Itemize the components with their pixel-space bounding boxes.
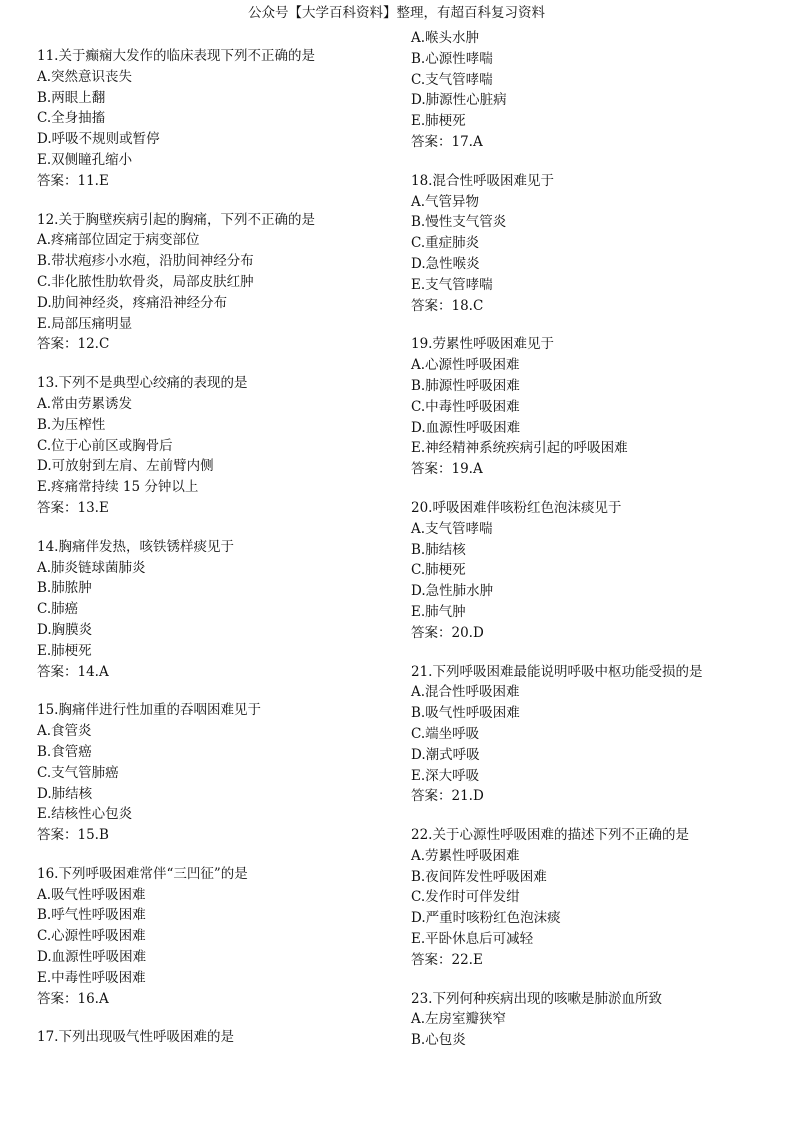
answer-option: D.肺源性心脏病 (411, 92, 507, 109)
answer-option: D.急性喉炎 (411, 255, 480, 272)
answer-option: E.局部压痛明显 (37, 315, 133, 332)
question-block (411, 28, 771, 153)
answer-option: E.深大呼吸 (411, 767, 480, 784)
answer-option: C.重症肺炎 (411, 235, 480, 252)
answer-option: B.吸气性呼吸困难 (411, 705, 520, 722)
answer-option: B.心包炎 (411, 1032, 466, 1049)
question-block (411, 825, 771, 971)
question-block (37, 700, 397, 846)
answer-key: 答案：21.D (411, 788, 484, 805)
answer-option: A.吸气性呼吸困难 (37, 886, 146, 903)
answer-option: E.疼痛常持续 15 分钟以上 (37, 479, 199, 496)
answer-option: B.为压榨性 (37, 416, 106, 433)
answer-option: D.血源性呼吸困难 (37, 949, 147, 966)
answer-key: 答案：17.A (411, 133, 483, 150)
question-stem: 13.下列不是典型心绞痛的表现的是 (37, 375, 248, 392)
answer-key: 答案：18.C (411, 297, 484, 314)
answer-option: C.心源性呼吸困难 (37, 928, 146, 945)
answer-option: C.支气管肺癌 (37, 764, 119, 781)
answer-option: A.心源性呼吸困难 (411, 357, 520, 374)
answer-option: C.端坐呼吸 (411, 725, 480, 742)
answer-option: E.双侧瞳孔缩小 (37, 151, 133, 168)
answer-option: B.夜间阵发性呼吸困难 (411, 868, 547, 885)
answer-option: D.急性肺水肿 (411, 583, 494, 600)
answer-option: A.食管炎 (37, 723, 92, 740)
answer-option: A.常由劳累诱发 (37, 395, 133, 412)
question-stem: 22.关于心源性呼吸困难的描述下列不正确的是 (411, 827, 689, 844)
answer-option: C.发作时可伴发绀 (411, 889, 520, 906)
answer-option: A.混合性呼吸困难 (411, 684, 520, 701)
answer-option: E.中毒性呼吸困难 (37, 969, 146, 986)
answer-key: 答案：16.A (37, 990, 109, 1007)
answer-option: C.全身抽搐 (37, 110, 106, 127)
answer-key: 答案：11.E (37, 172, 109, 189)
question-block (37, 537, 397, 683)
question-block (411, 989, 771, 1051)
answer-option: D.可放射到左肩、左前臂内侧 (37, 458, 214, 475)
question-stem: 17.下列出现吸气性呼吸困难的是 (37, 1029, 234, 1046)
answer-option: B.带状疱疹小水疱，沿肋间神经分布 (37, 253, 254, 270)
answer-option: C.支气管哮喘 (411, 71, 493, 88)
answer-option: E.结核性心包炎 (37, 806, 133, 823)
answer-key: 答案：12.C (37, 336, 110, 353)
answer-option: B.两眼上翻 (37, 89, 106, 106)
question-stem: 20.呼吸困难伴咳粉红色泡沫痰见于 (411, 499, 622, 516)
answer-option: D.胸膜炎 (37, 621, 93, 638)
question-block (411, 662, 771, 808)
question-block (411, 498, 771, 644)
left-column (37, 46, 397, 1066)
question-stem: 11.关于癫痫大发作的临床表现下列不正确的是 (37, 48, 315, 64)
question-stem: 19.劳累性呼吸困难见于 (411, 336, 554, 353)
answer-option: C.位于心前区或胸骨后 (37, 437, 173, 454)
question-stem: 15.胸痛伴进行性加重的吞咽困难见于 (37, 702, 261, 719)
answer-option: E.平卧休息后可减轻 (411, 931, 534, 948)
answer-option: B.肺结核 (411, 541, 466, 558)
question-block (37, 864, 397, 1010)
answer-option: A.肺炎链球菌肺炎 (37, 559, 146, 576)
answer-option: A.喉头水肿 (411, 30, 480, 46)
answer-option: D.肋间神经炎，疼痛沿神经分布 (37, 294, 228, 311)
question-stem: 12.关于胸壁疾病引起的胸痛，下列不正确的是 (37, 211, 315, 228)
answer-key: 答案：19.A (411, 461, 483, 478)
answer-option: E.肺梗死 (411, 113, 466, 130)
answer-option: B.呼气性呼吸困难 (37, 907, 146, 924)
right-column (411, 28, 771, 1069)
answer-option: D.潮式呼吸 (411, 746, 480, 763)
question-stem: 16.下列呼吸困难常伴“三凹征”的是 (37, 865, 248, 882)
answer-key: 答案：22.E (411, 951, 483, 968)
question-block (411, 334, 771, 480)
answer-option: E.支气管哮喘 (411, 276, 493, 293)
answer-option: D.严重时咳粉红色泡沫痰 (411, 910, 561, 927)
question-block (37, 1027, 397, 1048)
answer-option: B.肺脓肿 (37, 580, 92, 597)
answer-option: D.呼吸不规则或暂停 (37, 131, 160, 148)
question-stem: 18.混合性呼吸困难见于 (411, 172, 554, 189)
answer-option: A.气管异物 (411, 193, 480, 210)
answer-option: C.肺梗死 (411, 562, 466, 579)
answer-option: B.慢性支气管炎 (411, 214, 507, 231)
answer-option: D.肺结核 (37, 785, 93, 802)
answer-option: E.肺气肿 (411, 603, 466, 620)
answer-option: C.肺癌 (37, 601, 79, 618)
answer-option: B.肺源性呼吸困难 (411, 377, 520, 394)
question-stem: 23.下列何种疾病出现的咳嗽是肺淤血所致 (411, 990, 662, 1007)
answer-option: A.支气管哮喘 (411, 520, 493, 537)
answer-option: B.心源性哮喘 (411, 50, 493, 67)
answer-option: A.左房室瓣狭窄 (411, 1011, 507, 1028)
answer-option: A.劳累性呼吸困难 (411, 847, 520, 864)
answer-key: 答案：15.B (37, 827, 109, 844)
answer-option: E.神经精神系统疾病引起的呼吸困难 (411, 440, 628, 457)
answer-option: C.中毒性呼吸困难 (411, 398, 520, 415)
answer-key: 答案：13.E (37, 499, 109, 516)
answer-option: A.疼痛部位固定于病变部位 (37, 232, 200, 249)
question-block (37, 373, 397, 519)
answer-key: 答案：20.D (411, 624, 484, 641)
answer-option: C.非化脓性肋软骨炎，局部皮肤红肿 (37, 273, 254, 290)
question-block (411, 171, 771, 317)
answer-option: A.突然意识丧失 (37, 68, 133, 85)
question-block (37, 210, 397, 356)
answer-key: 答案：14.A (37, 663, 109, 680)
answer-option: E.肺梗死 (37, 642, 92, 659)
page-header: 公众号【大学百科资料】整理，有超百科复习资料 (248, 5, 545, 21)
answer-option: B.食管癌 (37, 743, 92, 760)
question-stem: 14.胸痛伴发热，咳铁锈样痰见于 (37, 538, 234, 555)
answer-option: D.血源性呼吸困难 (411, 419, 521, 436)
question-stem: 21.下列呼吸困难最能说明呼吸中枢功能受损的是 (411, 663, 703, 680)
question-block (37, 46, 397, 192)
